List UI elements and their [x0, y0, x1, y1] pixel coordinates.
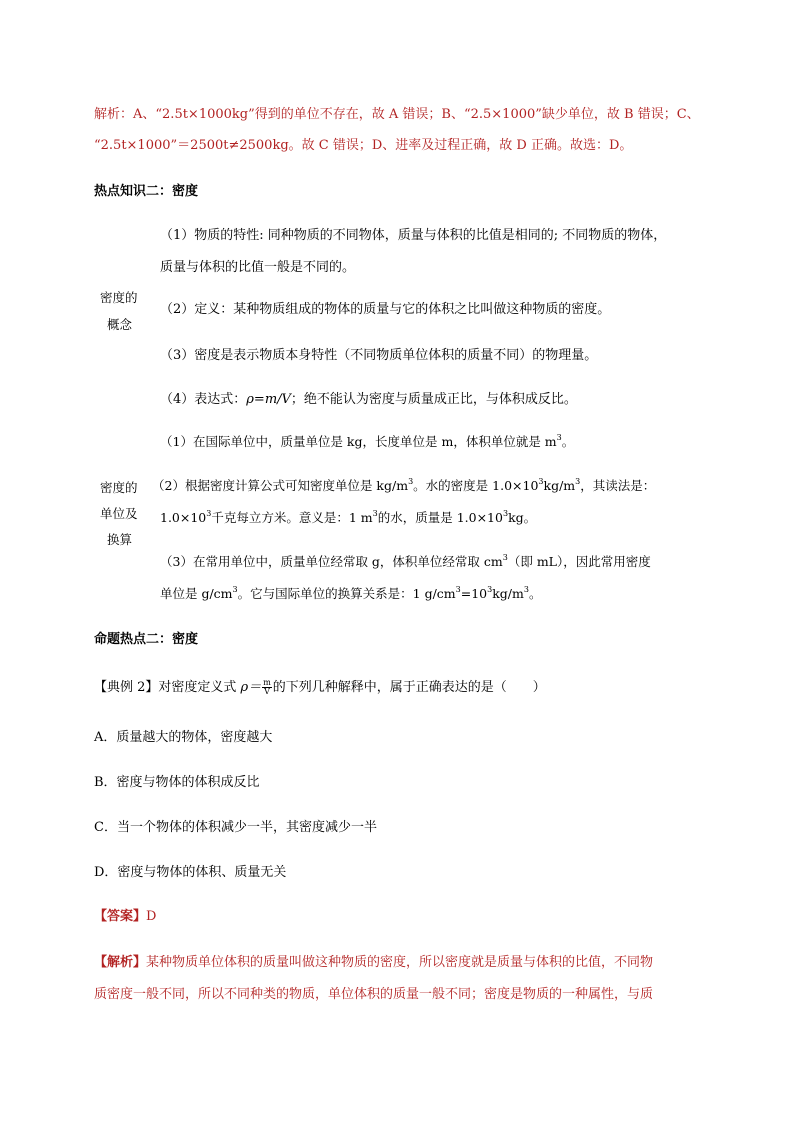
unit-label-line-1: 密度的: [100, 480, 138, 495]
fraction-numerator: m: [263, 678, 271, 687]
superscript: 3: [502, 552, 508, 562]
answer-label: 【答案】: [94, 909, 147, 924]
analysis-text: 某种物质单位体积的质量叫做这种物质的密度，所以密度就是质量与体积的比值，不同物: [146, 955, 654, 970]
units-item-3-line-2: [160, 584, 541, 602]
superscript: 3: [523, 584, 529, 594]
unit-label-line-2: 单位及: [100, 506, 138, 521]
concept-item-4: [160, 388, 577, 407]
section-title-density-knowledge: 热点知识二：密度: [94, 184, 199, 199]
superscript: 3: [232, 584, 238, 594]
option-a: A．质量越大的物体，密度越大: [94, 730, 273, 745]
superscript: 3: [538, 476, 544, 486]
concept-label-line-1: 密度的: [100, 290, 138, 305]
concept-item-4-suffix: ；绝不能认为密度与质量成正比，与体积成反比。: [290, 392, 577, 407]
text: 千克每立方米。意义是：1 m: [211, 510, 373, 525]
fraction-m-over-v: [262, 679, 272, 696]
answer: [94, 905, 156, 924]
text: （2）根据密度计算公式可知密度单位是 kg/m: [152, 478, 409, 493]
concept-item-1-line-1: （1）物质的特性: 同种物质的不同物体，质量与体积的比值是相同的; 不同物质的物体，: [160, 228, 667, 243]
text: 。: [528, 586, 542, 601]
text: 单位是 g/cm: [160, 586, 233, 601]
example-question: [94, 676, 546, 696]
text: （3）在常用单位中，质量单位经常取 g，体积单位经常取 cm: [160, 554, 503, 569]
rho-symbol: ρ＝: [240, 680, 262, 695]
unit-label-line-3: 换算: [107, 532, 133, 547]
superscript: 3: [502, 508, 509, 518]
analysis-label: 【解析】: [94, 955, 147, 970]
text: ，其读法是：: [580, 478, 656, 493]
superscript: 3: [487, 584, 493, 594]
text: 的水，质量是 1.0×10: [377, 510, 503, 525]
superscript: 3: [206, 508, 212, 518]
superscript: 3: [455, 584, 461, 594]
text: =10: [460, 586, 488, 601]
concept-item-2: （2）定义：某种物质组成的物体的质量与它的体积之比叫做这种物质的密度。: [160, 302, 611, 317]
superscript: 3: [556, 432, 562, 442]
analysis2-line-2: 质密度一般不同，所以不同种类的物质，单位体积的质量一般不同；密度是物质的一种属性，与质: [94, 987, 654, 1002]
units-item-1-end: 。: [561, 434, 575, 449]
option-c: C．当一个物体的体积减少一半，其密度减少一半: [94, 820, 377, 835]
units-item-2-line-2: [160, 508, 536, 526]
text: 。水的密度是 1.0×10: [413, 478, 539, 493]
text: 1.0×10: [160, 510, 207, 525]
example-prefix: 【典例 2】对密度定义式: [94, 680, 241, 695]
concept-item-3: （3）密度是表示物质本身特性（不同物质单位体积的质量不同）的物理量。: [160, 348, 598, 363]
units-item-2-line-1: [152, 476, 655, 494]
units-item-1-text: （1）在国际单位中，质量单位是 kg，长度单位是 m，体积单位就是 m: [160, 434, 557, 449]
option-b: B．密度与物体的体积成反比: [94, 775, 260, 790]
text: 。它与国际单位的换算关系是：1 g/cm: [237, 586, 456, 601]
superscript: 3: [575, 476, 581, 486]
analysis-line-2: “2.5t×1000”＝2500t≠2500kg。故 C 错误；D、进率及过程正确，故 D 正确。故选：D。: [94, 138, 633, 153]
concept-label-line-2: 概念: [107, 317, 133, 332]
answer-value: D: [146, 909, 157, 924]
density-formula: ρ=m/V: [246, 392, 291, 407]
fraction-denominator: V: [264, 687, 270, 696]
text: kg/m: [543, 478, 576, 493]
analysis-line-1: 解析：A、“2.5t×1000kg”得到的单位不存在，故 A 错误；B、“2.5×1000”缺少单位，故 B 错误；C、: [94, 107, 700, 122]
concept-item-1-line-2: 质量与体积的比值一般是不同的。: [160, 260, 356, 275]
superscript: 3: [372, 508, 378, 518]
option-d: D．密度与物体的体积、质量无关: [94, 865, 287, 880]
superscript: 3: [408, 476, 414, 486]
text: kg/m: [492, 586, 524, 601]
units-item-1: [160, 432, 574, 450]
example-suffix: 的下列几种解释中，属于正确表达的是（ ）: [272, 680, 546, 695]
text: （即 mL），因此常用密度: [507, 554, 651, 569]
analysis2-line-1: [94, 951, 653, 970]
concept-item-4-prefix: （4）表达式：: [160, 392, 247, 407]
text: kg。: [508, 510, 537, 525]
units-item-3-line-1: [160, 552, 651, 570]
section-title-exam-hotspot: 命题热点二：密度: [94, 632, 199, 647]
